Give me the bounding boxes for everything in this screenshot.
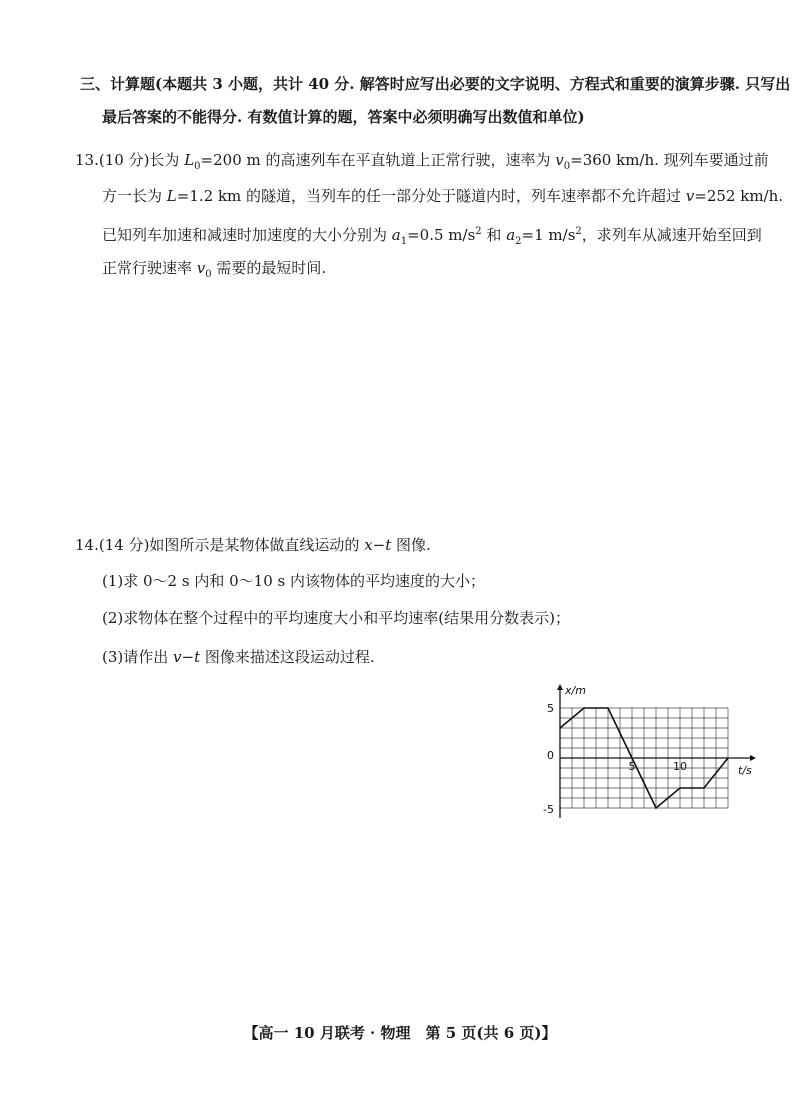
q13-text: =0.5 m/s (407, 226, 476, 244)
q13-line-4 (102, 258, 326, 285)
q14-line-1 (75, 535, 431, 555)
q14-text: − (372, 536, 386, 554)
q13-text: 1 (400, 236, 408, 247)
q14-part-3 (102, 647, 375, 667)
q13-line-3 (102, 222, 762, 252)
q13-text: 2 (575, 226, 582, 237)
q13-text: a (506, 226, 516, 244)
q14-part-1: (1)求 0～2 s 内和 0～10 s 内该物体的平均速度的大小； (102, 572, 485, 590)
y-axis-label: x/m (565, 684, 586, 697)
q13-text: 0 (205, 269, 212, 280)
q13-text: =1 m/s (521, 226, 576, 244)
q13-points: (10 分) (98, 151, 150, 169)
q13-text: v (555, 151, 564, 169)
q14-text: − (181, 648, 195, 666)
section-header-line-2: 最后答案的不能得分. 有数值计算的题，答案中必须明确写出数值和单位) (102, 108, 585, 126)
y-tick-label: 5 (547, 702, 554, 715)
y-tick-label: -5 (543, 803, 554, 816)
q13-text: 需要的最短时间. (211, 259, 327, 277)
q13-text: 0 (563, 161, 571, 172)
q13-line-2 (102, 186, 783, 206)
q14-text: 如图所示是某物体做直线运动的 (149, 536, 365, 554)
q14-text: v (173, 648, 182, 666)
xt-graph (530, 680, 752, 825)
q13-text: L (166, 187, 177, 205)
x-tick-label: 5 (628, 760, 636, 773)
q14-text: t (385, 536, 392, 554)
q14-text: 图像. (391, 536, 431, 554)
q14-text: 图像来描述这段运动过程. (200, 648, 375, 666)
q13-text: v (196, 259, 206, 277)
q13-text: ，求列车从减速开始至回到 (581, 226, 762, 244)
q13-text: 长为 (149, 151, 185, 169)
section-header-line-1: 三、计算题(本题共 3 小题，共计 40 分. 解答时应写出必要的文字说明、方程式和重要的演算步骤. 只写出 (80, 75, 791, 93)
q14-text: t (194, 648, 201, 666)
q13-text: =1.2 km 的隧道，当列车的任一部分处于隧道内时，列车速率都不允许超过 (176, 187, 686, 205)
x-axis-arrow-icon (750, 755, 756, 761)
q13-text: 2 (515, 236, 522, 247)
q13-text: 0 (194, 161, 201, 172)
q13-number: 13. (75, 151, 99, 169)
page-footer: 【高一 10 月联考 · 物理 第 5 页(共 6 页)】 (243, 1024, 557, 1042)
x-axis-label: t/s (738, 764, 752, 777)
q14-text: (3)请作出 (102, 648, 174, 666)
q13-text: 和 (481, 226, 507, 244)
q14-part-2: (2)求物体在整个过程中的平均速度大小和平均速率(结果用分数表示)； (102, 609, 570, 627)
q13-text: 正常行驶速率 (102, 259, 197, 277)
q13-text: L (184, 151, 195, 169)
q13-text: =360 km/h. 现列车要通过前 (570, 151, 769, 169)
q13-line-1 (75, 150, 769, 177)
q14-text: x (364, 536, 373, 554)
q13-text: a (391, 226, 401, 244)
y-axis-arrow-icon (557, 684, 563, 690)
q13-text: =200 m 的高速列车在平直轨道上正常行驶，速率为 (200, 151, 556, 169)
x-tick-label: 10 (673, 760, 687, 773)
y-tick-label: 0 (547, 749, 554, 762)
q13-text: 已知列车加速和减速时加速度的大小分别为 (102, 226, 392, 244)
q14-number: 14. (75, 536, 99, 554)
q13-text: v (685, 187, 695, 205)
q13-text: 方一长为 (102, 187, 167, 205)
q14-points: (14 分) (98, 536, 150, 554)
q13-text: =252 km/h. (694, 187, 784, 205)
q13-text: 2 (475, 226, 482, 237)
